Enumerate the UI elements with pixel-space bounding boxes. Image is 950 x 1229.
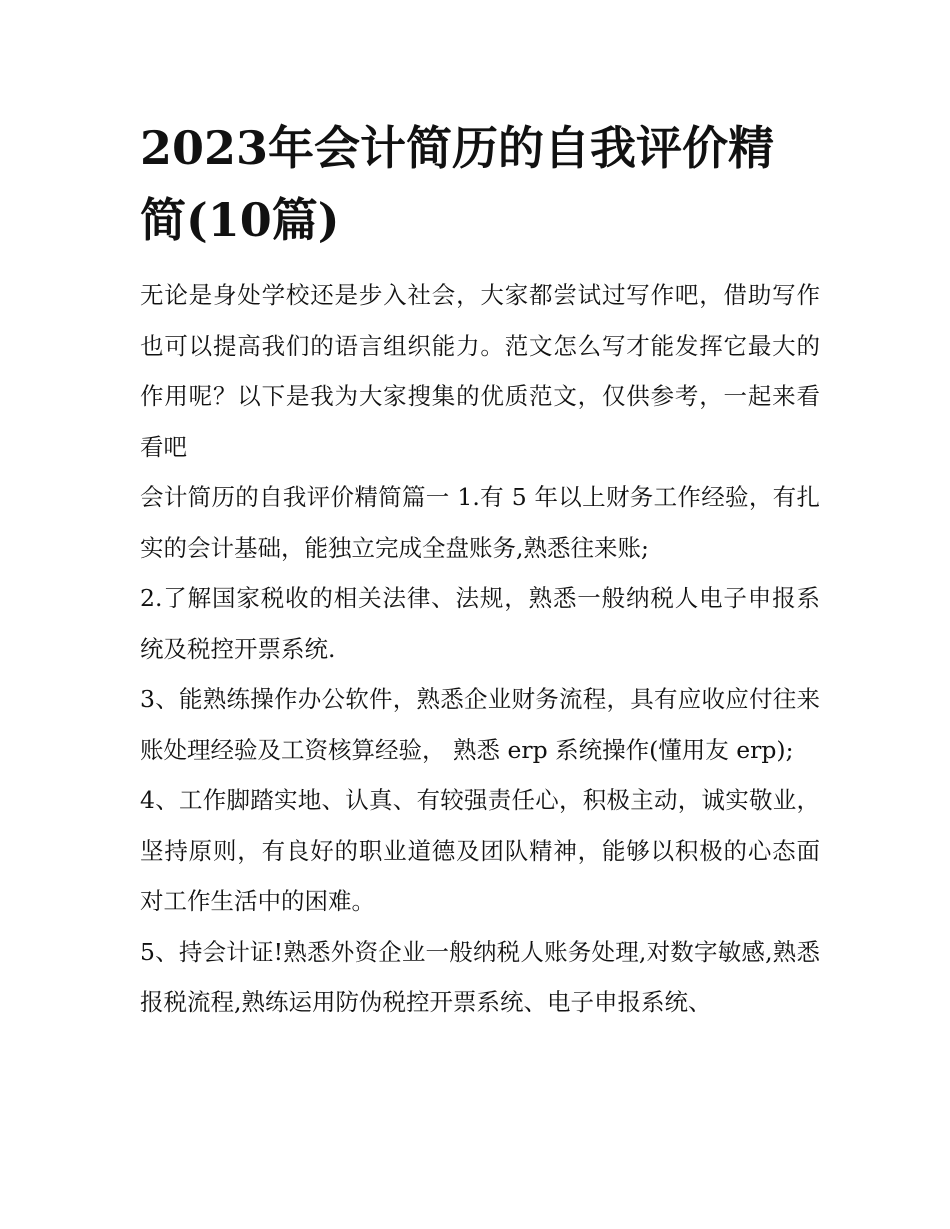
paragraph-intro: 无论是身处学校还是步入社会，大家都尝试过写作吧，借助写作也可以提高我们的语言组织能力。范文怎么写才能发挥它最大的作用呢？以下是我为大家搜集的优质范文，仅供参考，一起来看看吧 [140,281,820,461]
document-content [140,112,820,1028]
paragraph-item-4: 4、工作脚踏实地、认真、有较强责任心，积极主动，诚实敬业，坚持原则，有良好的职业道德及团队精神，能够以积极的心态面对工作生活中的困难。 [140,786,820,915]
paragraph-item-1: 会计简历的自我评价精简篇一 1.有 5 年以上财务工作经验，有扎实的会计基础，能独立完成全盘账务,熟悉往来账; [140,483,820,562]
document-title: 2023年会计简历的自我评价精简(10篇) [140,121,775,247]
paragraph-item-2: 2.了解国家税收的相关法律、法规，熟悉一般纳税人电子申报系统及税控开票系统. [140,584,820,663]
paragraph-item-3: 3、能熟练操作办公软件，熟悉企业财务流程，具有应收应付往来账处理经验及工资核算经验， 熟悉 erp 系统操作(懂用友 erp); [140,685,820,764]
paragraph-item-5: 5、持会计证!熟悉外资企业一般纳税人账务处理,对数字敏感,熟悉报税流程,熟练运用防伪税控开票系统、电子申报系统、 [140,937,820,1016]
